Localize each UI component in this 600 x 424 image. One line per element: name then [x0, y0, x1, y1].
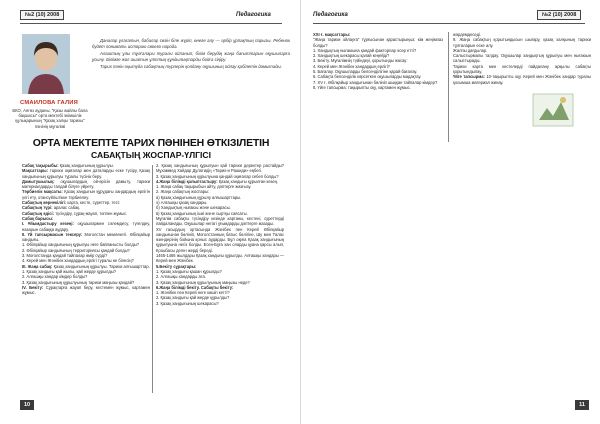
paragraph-label: Сабақ тақырыбы:: [22, 163, 59, 168]
paragraph: [313, 85, 443, 90]
paragraph-text: 1. Қазақ хандығы қай жылы, қай жерде құрылды?: [22, 268, 117, 274]
article-title: ОРТА МЕКТЕПТЕ ТАРИХ ПӘНІНЕН ӨТКІЗІЛЕТІН: [32, 137, 270, 149]
article-subtitle: САБАҚТЫҢ ЖОСПАР-ҮЛГІСІ: [91, 150, 211, 160]
section-title: Педагогика: [236, 12, 271, 18]
paragraph-text: Қазақ хандығы құрылған кезең.: [218, 178, 279, 184]
paragraph-text: 9. Жаңа сабақтың қорытындысын шығару, қазақ халқының тарихи тұлғаларын еске алу.: [453, 37, 591, 48]
paragraph-text: 6. Сабақта белсенділік көрсеткен оқушыларды мадақтау.: [313, 74, 422, 80]
paragraph: [156, 253, 284, 264]
paragraph-text: 1. Жәнібек пен Керей неге көшіп кетті?: [156, 290, 230, 296]
paragraph: [156, 227, 284, 253]
intro-paragraph: Тарих пәнін оқытуда сабақтың түрлерін қолдану оқушының ойлау қабілетін дамытады.: [100, 64, 282, 70]
body-column-1: [313, 32, 443, 90]
paragraph-text: б) Хандықтың нығаюы және шекарасы.: [156, 205, 231, 211]
header-rule: [313, 23, 585, 24]
paragraph-label: 4.Жаңа білімді қалыптастыру:: [156, 178, 218, 184]
paragraph-text: 1. Қазақ хандығы қашан құрылды?: [156, 268, 222, 274]
running-header-left: [236, 9, 271, 21]
issue-badge-right: [537, 9, 581, 21]
paragraph-text: Тарихи карта мен кестелерді пайдалану арқылы сабақты қорытындылау.: [453, 63, 591, 75]
paragraph-text: 2. Алғашқы хандар кімдер болды?: [22, 274, 88, 280]
paragraph-text: 3. Қазақ хандығының шекарасы?: [156, 300, 219, 306]
paragraph-text: тарихи оқиғалар мен даталарды еске түсіру, Қазақ хандығының құрылуы туралы түсінік беру.: [22, 168, 150, 179]
paragraph: [453, 64, 591, 75]
paragraph: [22, 179, 150, 190]
paragraph-text: 3. Қазақ хандығының құрылуына қандай оқиғалар себеп болды?: [156, 173, 279, 179]
paragraph-label: 5.Бекіту сұрақтары:: [156, 263, 197, 269]
column-divider: [448, 32, 449, 142]
paragraph-text: Жалпы дағдылар.: [453, 47, 488, 53]
page-number-right: 11: [575, 400, 589, 410]
paragraph-text: Қазақ хандығының құрылуы. Тарихи алғышарттар.: [53, 263, 150, 269]
paragraph: [22, 285, 150, 296]
paragraph-text: карта, кесте, суреттер, тест.: [67, 200, 121, 206]
author-description: БКО, Аягөз ауданы, "Қазы жайлы бала бақшасы" орта мектебі әкімшілік құлықарының "Қазақ халқы тарихы" пәнінің мұғалімі: [12, 108, 88, 129]
paragraph-text: Қазақ хандығының құрылуы.: [59, 163, 114, 168]
paragraph-text: 1465-1466 жылдары Қазақ хандығы құрылды. Алғашқы хандары — Керей мен Жәнібек.: [156, 253, 284, 264]
paragraph: [22, 189, 150, 200]
paragraph-label: Сабақтың әдісі:: [22, 210, 55, 216]
body-column-2: [156, 163, 284, 306]
paragraph-label: Сабақтың көрнекілігі:: [22, 200, 67, 206]
paragraph-label: Дамытушылық:: [22, 178, 55, 184]
paragraph-label: ІV. Бекіту:: [22, 284, 44, 290]
paragraph-text: Сұрақтарға жауап беру, кестемен жұмыс, картамен жұмыс.: [22, 284, 150, 296]
paragraph-text: 3. Қазақ хандығының құрылуының тарихи маңызы қандай?: [22, 279, 135, 285]
section-title: Педагогика: [313, 12, 348, 18]
paragraph-text: 2. Алғашқы хандарды ата.: [156, 274, 206, 280]
paragraph-text: оқушылармен сәлемдесу, түгелдеу, назарын сабаққа аудару.: [22, 221, 150, 232]
paragraph-text: 4. Керей мен Жәнібек хандардың ерлігі туралы не білесің?: [22, 258, 134, 264]
paragraph-text: ә) Алғашқы қазақ хандары.: [156, 200, 208, 206]
paragraph-text: 2. Жаңа сабақтың жоспары:: [156, 189, 210, 195]
paragraph-label: Сабақ барысы:: [22, 215, 54, 221]
paragraph-text: 7. ХV ғ. Әбілқайыр хандығынан бөлініп шыққан тайпалар кімдер?: [313, 79, 438, 85]
issue-number: №2 (10) 2008: [20, 10, 64, 20]
paragraph-text: в) Қазақ хандығының ішкі және сыртқы саясаты.: [156, 210, 248, 216]
paragraph: [453, 37, 591, 48]
paragraph-label: Мақсаттары:: [22, 168, 49, 174]
paragraph-label: 6.Жаңа білімді бекіту. Сабақты бекіту:: [156, 284, 234, 290]
paragraph-text: Қазақ хандығын құрудағы хандардың ерлігін үлгі ету, отансүйгіштікке тәрбиелеу.: [22, 189, 150, 200]
paragraph-text: 2. Қазақ хандығының құрылуын қай тарихи деректер растайды? Мұхаммед Хайдар Дулатидің «Тарих-и Рашиди» еңбегі.: [156, 163, 284, 174]
right-page: [300, 0, 600, 424]
author-photo: [22, 34, 70, 94]
paragraph-text: "Жаңа тарихи ойлауға" тұрғысынан қарастырыңыз: кім жеңімпаз болды?: [313, 37, 443, 48]
paragraph-label: І. Ұйымдастыру кезеңі:: [22, 221, 74, 227]
paragraph-label: ІІІ. Жаңа сабақ:: [22, 263, 53, 269]
issue-badge-left: [20, 9, 64, 21]
intro-paragraph: Даналар ұлағатын, бабалар сөзін біле жүріп, өнеге алу — әрбір ұрпақтың парызы. Ребенок будет понимать историю своего народа.: [92, 38, 290, 49]
paragraph-text: 5. Бағалау. Оқушыларды белсенділігіне қарай бағалау.: [313, 69, 418, 75]
header-rule: [20, 23, 282, 24]
paragraph-text: аралас сабақ.: [53, 205, 81, 211]
paragraph-text: а) Қазақ хандығының құрылу алғышарттары.: [156, 194, 242, 200]
paragraph-text: 3. Қазақ хандығының құрылуының маңызы неде?: [156, 279, 250, 285]
paragraph-text: XV ғасырдың ортасында Жәнібек пен Керей Әбілқайыр хандығынан бөлініп, Моғолстанның батыс бөлігіне, Шу мен Талас өзендерінің бойына қоныс аударды. Бұл оқиға Қазақ хандығының құрылуына негіз болды. Есен-Бұға хан оларды қуана қарсы алып, Қозыбасы деген жерді береді.: [156, 226, 284, 253]
paragraph: [22, 232, 150, 243]
page-number-left: 10: [20, 400, 34, 410]
paragraph-label: ІІ. Үй тапсырмасын тексеру:: [22, 231, 83, 237]
paragraph: [156, 216, 284, 227]
body-column-2: [453, 32, 591, 85]
author-name: СМАИЛОВА ГАЛИЯ: [20, 100, 78, 106]
paragraph-label: ХХІ ғ. мақсаттары:: [313, 32, 351, 37]
paragraph-text: Моғолстан мемлекеті. Әбілқайыр хандығы.: [22, 231, 151, 243]
paragraph: [156, 301, 284, 306]
running-header-right: [313, 9, 348, 21]
paragraph-text: 2. Хандықтың шекарасы қалай кеңейді?: [313, 53, 390, 59]
paragraph-label: Үйге тапсырма:: [453, 74, 485, 80]
paragraph-text: 1. Хандықтың нығаюына қандай факторлар әсер етті?: [313, 47, 417, 53]
paragraph-text: 3. Бекіту. Мұғалімнің түйіндеуі, қорытынды жасау:: [313, 58, 408, 64]
paragraph-text: оқушылардың ой-өрісін дамыту, тарихи материалдарды талдай білуге үйрету.: [22, 178, 151, 190]
paragraph: [156, 163, 284, 174]
body-column-1: [22, 163, 150, 295]
paragraph-text: 1. Жаңа сабақ тақырыбын айту, дәптерге жазғызу.: [156, 184, 252, 190]
column-divider: [152, 165, 153, 393]
paragraph-text: түсіндіру, сұрақ-жауап, топпен жұмыс.: [55, 210, 128, 216]
paragraph-text: 1. Әбілқайыр хандығының құрылуы неге байланысты болды?: [22, 242, 140, 248]
decorative-figure: [531, 90, 575, 130]
paragraph-text: 2. Қазақ хандығы қай жерде құрылды?: [156, 295, 230, 301]
paragraph-text: 2. Әбілқайыр хандығының территориясы қандай болды?: [22, 247, 130, 253]
paragraph-text: 10-тақырыпты оқу. Керей мен Жәнібек хандар туралы қосымша материал жинау.: [453, 74, 591, 85]
paragraph-label: Тәрбиелік мақсаты:: [22, 189, 63, 195]
intro-paragraph: Алаштың ұлы тұлғалары туралы ойланып, білім берудің жаңа бағыттарын оқушыларға ұсыну. Білімге жол ашатын ұлттық құндылықтарды бойға сіңіру.: [92, 51, 290, 62]
paragraph-text: Салыстырмалы талдау. Оқушылар хандықтың құрылуы мен нығаюын салыстырады.: [453, 53, 591, 64]
paragraph: [22, 168, 150, 179]
paragraph: [453, 53, 591, 64]
paragraph-text: 3. Моғолстанда қандай тайпалар өмір сүрді?: [22, 253, 108, 259]
intro-text: [92, 38, 290, 72]
paragraph-text: 4. Керей мен Жәнібек хандардың ерлігі?: [313, 63, 390, 69]
paragraph: [22, 221, 150, 232]
issue-number: №2 (10) 2008: [537, 10, 581, 20]
paragraph-text: Мұғалім сабақты түсіндіру кезінде картаны, кестені, суреттерді пайдаланады. Оқушылар негізгі ұғымдарды дәптерге жазады.: [156, 215, 284, 227]
paragraph: [313, 37, 443, 48]
paragraph-label: Сабақтың түрі:: [22, 205, 53, 211]
paragraph-text: 8. Үйге тапсырма: тақырыпты оқу, картамен жұмыс.: [313, 84, 411, 90]
paragraph: [453, 74, 591, 85]
paragraph-text: жәрдемдеседі.: [453, 32, 482, 37]
